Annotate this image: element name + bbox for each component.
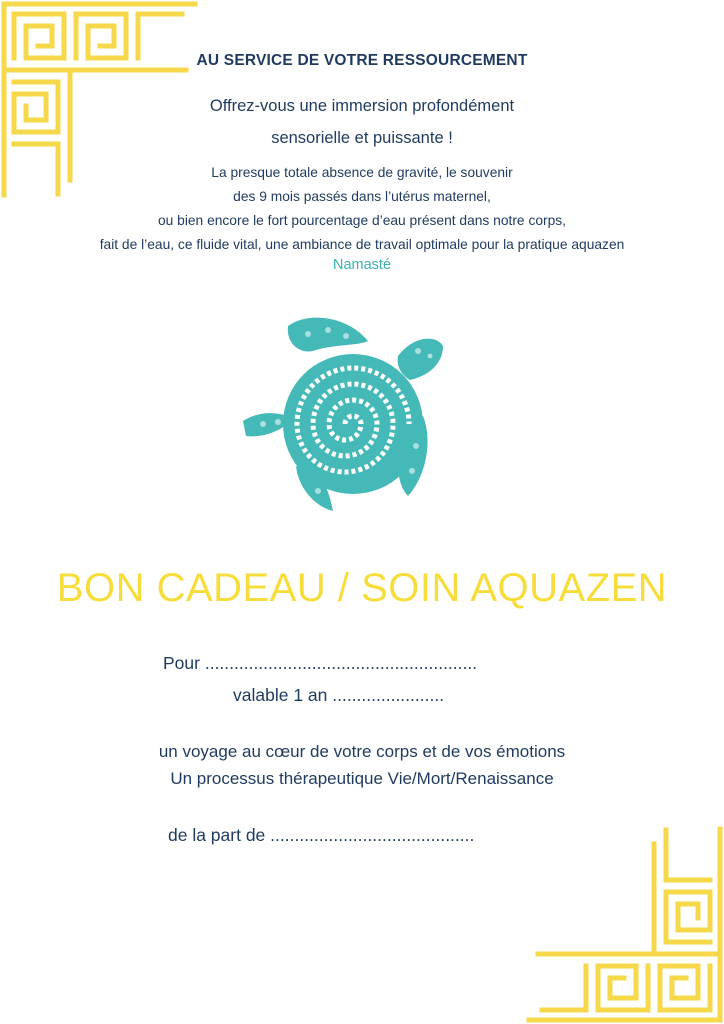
body-text [0,161,724,257]
greeting: Namasté [332,257,392,273]
description-line: Un processus thérapeutique Vie/Mort/Renaissance [170,769,554,788]
headline: AU SERVICE DE VOTRE RESSOURCEMENT [196,52,528,69]
description-line: un voyage au cœur de votre corps et de vos émotions [158,742,566,761]
intro-line: sensorielle et puissante ! [271,129,453,147]
sea-turtle-icon [238,306,448,518]
intro [0,90,724,154]
sender-field: de la part de .......................................... [168,825,475,845]
intro-line: Offrez-vous une immersion profondément [209,97,515,115]
greek-key-corner-bottom-right [524,824,724,1024]
gift-card-title: BON CADEAU / SOIN AQUAZEN [56,566,668,610]
body-line: ou bien encore le fort pourcentage d’eau présent dans notre corps, [157,213,567,228]
body-line: des 9 mois passés dans l’utérus maternel, [233,189,491,204]
validity-field: valable 1 an ....................... [233,685,445,705]
description [0,738,724,792]
body-line: La presque totale absence de gravité, le souvenir [211,165,513,180]
recipient-field: Pour ........................................................ [163,653,478,673]
body-line: fait de l’eau, ce fluide vital, une ambiance de travail optimale pour la pratique aquazen [99,237,625,252]
